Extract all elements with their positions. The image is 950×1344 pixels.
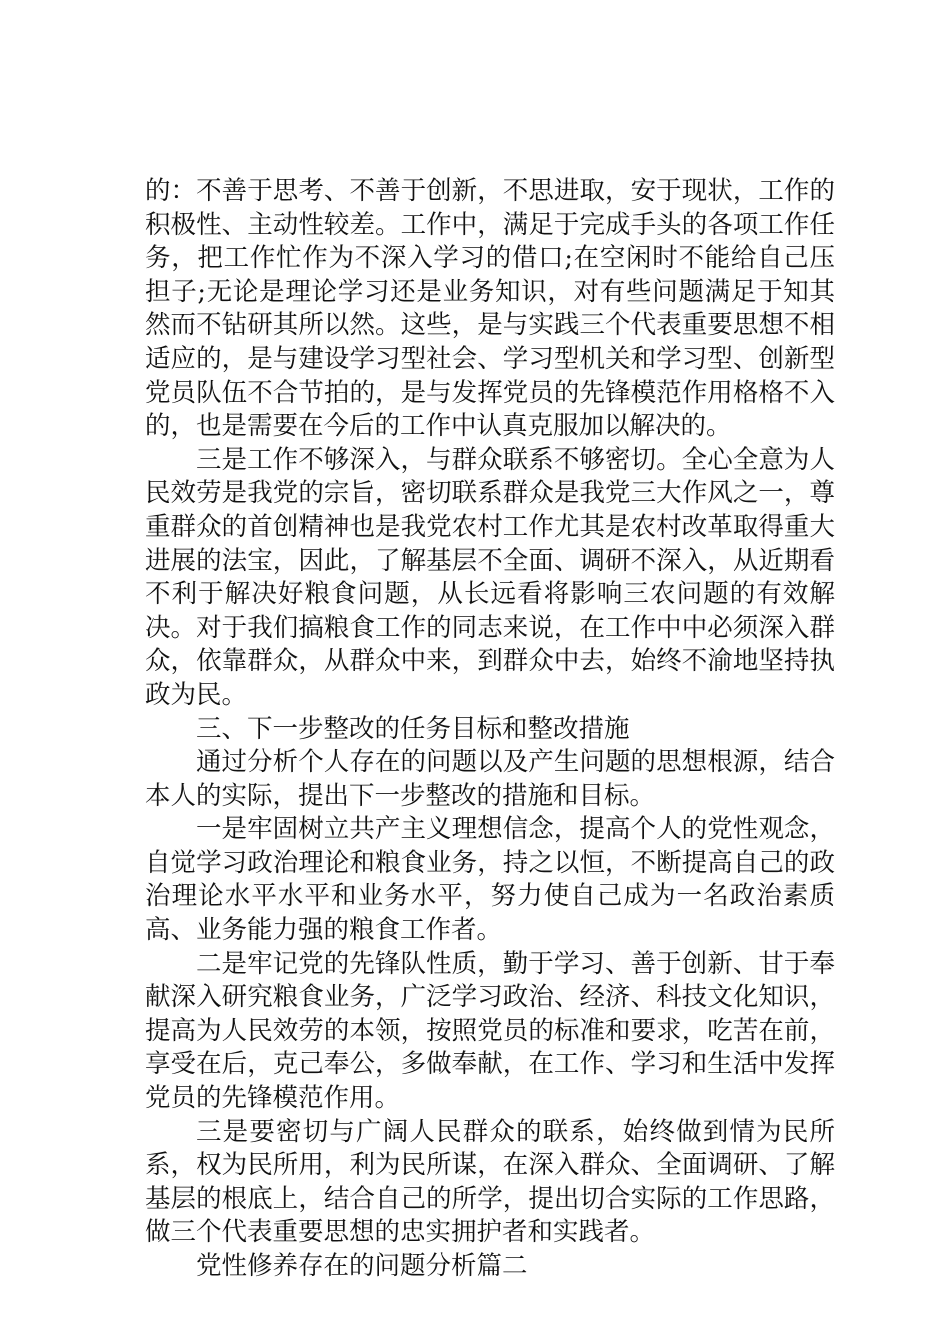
paragraph-measure-two: 二是牢记党的先锋队性质，勤于学习、善于创新、甘于奉献深入研究粮食业务，广泛学习政治、经济、科技文化知识，提高为人民效劳的本领，按照党员的标准和要求，吃苦在前，享受在后，克己奉公，多做奉献，在工作、学习和生活中发挥党员的先锋模范作用。 <box>145 948 835 1114</box>
paragraph-continuation: 的：不善于思考、不善于创新，不思进取，安于现状，工作的积极性、主动性较差。工作中，满足于完成手头的各项工作任务，把工作忙作为不深入学习的借口;在空闲时不能给自己压担子;无论是理论学习还是业务知识，对有些问题满足于知其然而不钻研其所以然。这些，是与实践三个代表重要思想不相适应的，是与建设学习型社会、学习型机关和学习型、创新型党员队伍不合节拍的，是与发挥党员的先锋模范作用格格不入的，也是需要在今后的工作中认真克服加以解决的。 <box>145 176 835 442</box>
paragraph-third-issue: 三是工作不够深入，与群众联系不够密切。全心全意为人民效劳是我党的宗旨，密切联系群众是我党三大作风之一，尊重群众的首创精神也是我党农村工作尤其是农村改革取得重大进展的法宝，因此，了解基层不全面、调研不深入，从近期看不利于解决好粮食问题，从长远看将影响三农问题的有效解决。对于我们搞粮食工作的同志来说，在工作中中必须深入群众，依靠群众，从群众中来，到群众中去，始终不渝地坚持执政为民。 <box>145 444 835 710</box>
paragraph-measure-one: 一是牢固树立共产主义理想信念，提高个人的党性观念，自觉学习政治理论和粮食业务，持之以恒，不断提高自己的政治理论水平水平和业务水平，努力使自己成为一名政治素质高、业务能力强的粮食工作者。 <box>145 814 835 946</box>
section-heading: 三、下一步整改的任务目标和整改措施 <box>196 713 630 744</box>
next-article-title: 党性修养存在的问题分析篇二 <box>196 1251 528 1281</box>
document-body <box>145 175 835 1284</box>
paragraph-measure-three: 三是要密切与广阔人民群众的联系，始终做到情为民所系，权为民所用，利为民所谋，在深入群众、全面调研、了解基层的根底上，结合自己的所学，提出切合实际的工作思路，做三个代表重要思想的忠实拥护者和实践者。 <box>145 1116 835 1248</box>
paragraph-intro-measures: 通过分析个人存在的问题以及产生问题的思想根源，结合本人的实际，提出下一步整改的措施和目标。 <box>145 747 835 811</box>
